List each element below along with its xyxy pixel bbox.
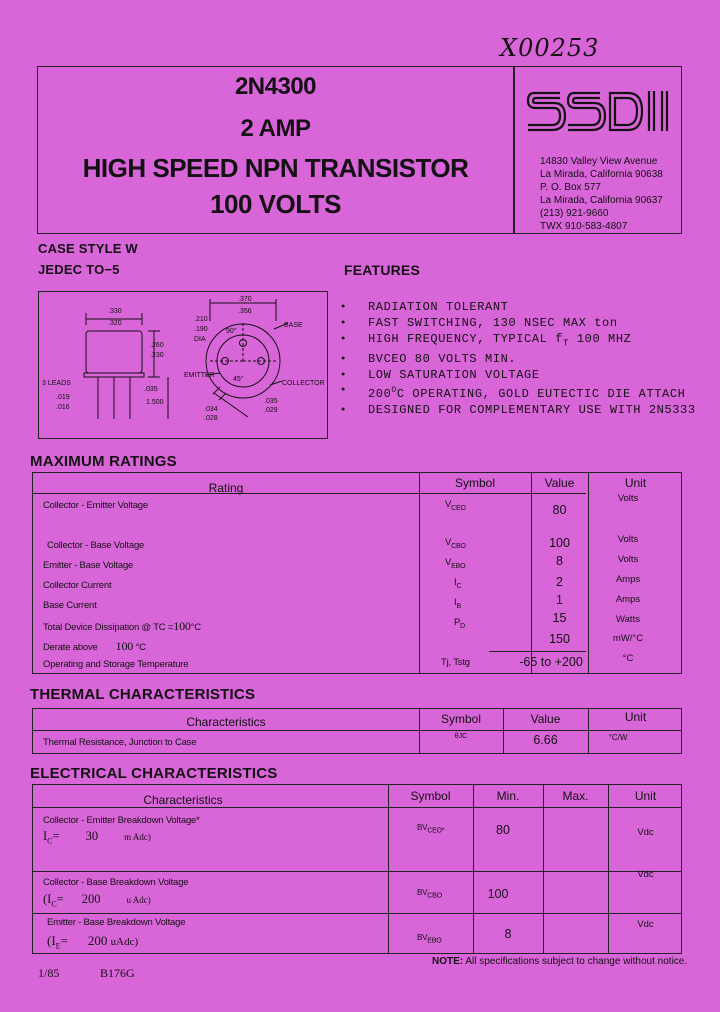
feature-item: ● RADIATION TOLERANT [368, 300, 696, 316]
svg-text:.260: .260 [150, 342, 164, 349]
rating-symbol: Tj, Tstg [441, 657, 470, 668]
electrical-symbol: $BV_{CBO}$ [417, 888, 442, 900]
thermal-symbol: θJC [454, 733, 468, 740]
electrical-min: 100 [487, 887, 509, 901]
svg-text:.320: .320 [108, 320, 122, 327]
feature-item: ● BVCEO 80 VOLTS MIN. [368, 352, 696, 368]
thermal-title: THERMAL CHARACTERISTICS [30, 686, 256, 703]
rating-unit: Volts [617, 534, 639, 545]
electrical-table [32, 784, 682, 954]
col-rating: Rating [208, 481, 244, 495]
footer-code: B176G [100, 966, 135, 980]
rating-name: Collector - Base Voltage [47, 540, 145, 551]
jedec-package: JEDEC TO−5 [38, 262, 120, 277]
col-unit: Unit [624, 710, 647, 724]
svg-text:DIA: DIA [194, 336, 206, 343]
svg-text:EMITTER: EMITTER [184, 372, 215, 379]
electrical-symbol: $BV_{CEO*}$ [417, 823, 445, 835]
feature-item: ● LOW SATURATION VOLTAGE [368, 368, 696, 384]
electrical-condition: ($I_C= 200$ u Adc) [43, 892, 151, 909]
col-unit: Unit [624, 476, 647, 490]
rating-name: Collector Current [43, 580, 112, 591]
svg-text:.016: .016 [56, 404, 70, 411]
part-number: 2N4300 [234, 73, 317, 100]
rating-symbol: $V_{EBO}$ [445, 557, 466, 570]
svg-text:.190: .190 [194, 326, 208, 333]
svg-text:.035: .035 [144, 386, 158, 393]
electrical-condition: $I_C= 30$ m Adc) [43, 829, 151, 846]
col-value: Value [530, 712, 561, 726]
thermal-char: Thermal Resistance, Junction to Case [43, 737, 197, 748]
rating-unit: Watts [616, 614, 640, 625]
svg-text:.019: .019 [56, 394, 70, 401]
rating-name: Base Current [43, 600, 97, 611]
rating-value: 8 [556, 554, 563, 568]
electrical-char: Collector - Base Breakdown Voltage [43, 877, 189, 888]
footer-note: NOTE: All specifications subject to change without notice. [432, 956, 688, 967]
rating-unit: mW/°C [612, 633, 644, 644]
svg-text:.035: .035 [264, 398, 278, 405]
max-ratings-title: MAXIMUM RATINGS [30, 453, 177, 470]
rating-value: 80 [552, 503, 567, 517]
rating-value: -65 to +200 [519, 655, 583, 669]
electrical-unit: Vdc [637, 919, 654, 930]
features-title: FEATURES [344, 262, 421, 278]
rating-value: 2 [556, 575, 563, 589]
svg-text:45°: 45° [233, 376, 244, 383]
rating-value: 1 [556, 593, 563, 607]
svg-text:COLLECTOR: COLLECTOR [282, 380, 325, 387]
electrical-char: Collector - Emitter Breakdown Voltage* [43, 815, 200, 826]
svg-text:.370: .370 [238, 296, 252, 303]
electrical-condition: ($I_E= 200$ uAdc) [47, 933, 139, 951]
electrical-char: Emitter - Base Breakdown Voltage [47, 917, 186, 928]
col-min: Min. [496, 789, 520, 803]
electrical-symbol: $BV_{EBO}$ [417, 933, 442, 945]
svg-text:3 LEADS: 3 LEADS [42, 380, 71, 387]
electrical-min: 80 [496, 823, 510, 837]
feature-item: ● HIGH FREQUENCY, TYPICAL $f_T$ 100 MHZ [368, 332, 696, 352]
feature-item: ● DESIGNED FOR COMPLEMENTARY USE WITH 2N5333 [368, 403, 696, 419]
rating-unit: Volts [617, 554, 639, 565]
header-box [37, 66, 682, 234]
electrical-title: ELECTRICAL CHARACTERISTICS [30, 765, 278, 782]
rating-value: 100 [549, 536, 570, 550]
rating-symbol: $V_{CEO}$ [445, 499, 466, 512]
features-list [368, 300, 696, 419]
rating-name: Total Device Dissipation @ TC =100°C [43, 619, 201, 633]
current-rating: 2 AMP [240, 115, 311, 142]
rating-unit: °C [622, 653, 634, 664]
col-symbol: Symbol [454, 476, 495, 490]
rating-name: Operating and Storage Temperature [43, 659, 189, 670]
svg-text:.210: .210 [194, 316, 208, 323]
electrical-unit: Vdc [637, 869, 654, 880]
svg-text:.330: .330 [108, 308, 122, 315]
svg-text:1.500: 1.500 [146, 399, 164, 406]
footer-date: 1/85 [38, 966, 60, 980]
thermal-value: 6.66 [533, 733, 558, 747]
svg-text:.034: .034 [204, 406, 218, 413]
col-characteristics: Characteristics [143, 793, 223, 807]
rating-symbol: $I_C$ [454, 577, 462, 590]
svg-text:.029: .029 [264, 407, 278, 414]
electrical-unit: Vdc [637, 827, 654, 838]
rating-name: Collector - Emitter Voltage [43, 500, 148, 511]
rating-unit: Volts [617, 493, 639, 504]
col-max: Max. [562, 789, 589, 803]
document-stamp: X00253 [500, 34, 600, 62]
rating-symbol: $V_{CBO}$ [445, 537, 466, 550]
col-characteristics: Characteristics [186, 715, 266, 729]
voltage-rating: 100 VOLTS [210, 189, 341, 219]
rating-name: Derate above 100 °C [43, 639, 146, 653]
svg-text:.230: .230 [150, 352, 164, 359]
svg-text:.028: .028 [204, 415, 218, 422]
rating-value: 150 [549, 632, 570, 646]
col-symbol: Symbol [440, 712, 481, 726]
rating-symbol: $I_B$ [454, 597, 461, 610]
col-symbol: Symbol [410, 789, 451, 803]
col-unit: Unit [634, 789, 657, 803]
svg-text:90°: 90° [226, 328, 237, 335]
company-address: 14830 Valley View Avenue La Mirada, California 90638 P. O. Box 577 La Mirada, California 90637 (213) 921-9660 TWX 910-583-4807 [540, 156, 663, 232]
feature-item: ● FAST SWITCHING, 130 NSEC MAX ton [368, 316, 696, 332]
rating-unit: Amps [615, 594, 641, 605]
package-outline-diagram [38, 291, 328, 439]
ssdi-logo [524, 81, 674, 137]
feature-item: ● $200^OC$ OPERATING, GOLD EUTECTIC DIE ATTACH [368, 383, 696, 403]
rating-symbol: $P_D$ [454, 617, 465, 630]
logo-text: SSDI [524, 81, 527, 82]
svg-text:BASE: BASE [284, 322, 303, 329]
col-value: Value [544, 476, 575, 490]
thermal-unit: °C/W [608, 733, 628, 742]
case-style: CASE STYLE W [38, 241, 138, 256]
electrical-min: 8 [504, 927, 512, 941]
product-description: HIGH SPEED NPN TRANSISTOR [82, 153, 469, 183]
rating-name: Emitter - Base Voltage [43, 560, 134, 571]
svg-text:.356: .356 [238, 308, 252, 315]
thermal-table [32, 708, 682, 754]
max-ratings-table [32, 472, 682, 674]
rating-value: 15 [552, 611, 567, 625]
rating-unit: Amps [615, 574, 641, 585]
